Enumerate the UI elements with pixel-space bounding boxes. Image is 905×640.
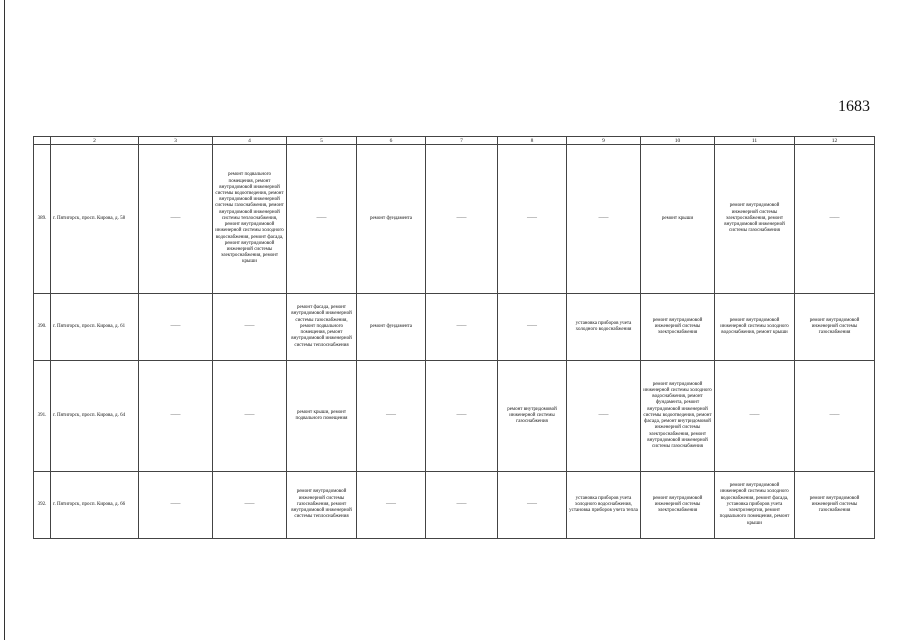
table-cell: —— (715, 361, 795, 472)
table-cell: ремонт внутридомовой инженерной системы холодного водоснабжения, ремонт фундамента, ремонт внутридомовой инженерной системы водоотведения, ремонт фасада, ремонт внутридомовой инженерной системы электроснабжения, ремонт внутридомовой инженерной системы газоснабжения (641, 361, 715, 472)
table-cell: —— (567, 145, 641, 294)
table-cell: —— (795, 361, 875, 472)
table-cell: —— (498, 145, 567, 294)
table-cell: —— (357, 361, 426, 472)
column-header: 6 (357, 137, 426, 145)
row-number: 389. (34, 145, 51, 294)
table-cell: —— (426, 472, 498, 539)
table-cell: ремонт крыши (641, 145, 715, 294)
column-header: 10 (641, 137, 715, 145)
table-row (34, 361, 875, 472)
address-cell: г. Пятигорск, просп. Кирова, д. 66 (51, 472, 139, 539)
table-row (34, 145, 875, 294)
left-margin-rule (4, 0, 5, 640)
table-cell: ремонт внутридомовой инженерной системы электроснабжения (641, 294, 715, 361)
table-cell: —— (287, 145, 357, 294)
table-cell: —— (357, 472, 426, 539)
row-number: 392. (34, 472, 51, 539)
address-cell: г. Пятигорск, просп. Кирова, д. 64 (51, 361, 139, 472)
table-cell: —— (426, 145, 498, 294)
table-cell: ремонт внутридомовой инженерной системы холодного водоснабжения, ремонт крыши (715, 294, 795, 361)
page-number: 1683 (838, 98, 870, 115)
column-header: 8 (498, 137, 567, 145)
column-header: 9 (567, 137, 641, 145)
table-cell: —— (426, 294, 498, 361)
table-row (34, 472, 875, 539)
column-header: 11 (715, 137, 795, 145)
column-header: 4 (213, 137, 287, 145)
table-cell: ремонт фундамента (357, 294, 426, 361)
column-header: 2 (51, 137, 139, 145)
column-header: 5 (287, 137, 357, 145)
table-body (34, 137, 875, 539)
table-cell: ремонт внутридомовой инженерной системы газоснабжения, ремонт внутридомовой инженерной системы теплоснабжения (287, 472, 357, 539)
row-number: 390. (34, 294, 51, 361)
table-cell: —— (498, 472, 567, 539)
header-row (34, 137, 875, 145)
repair-schedule-table (33, 136, 875, 539)
table-cell: ремонт внутридомовой инженерной системы электроснабжения (641, 472, 715, 539)
table-cell: —— (139, 145, 213, 294)
table-cell: ремонт подвального помещения, ремонт внутридомовой инженерной системы водоотведения, ремонт внутридомовой инженерной системы газоснабжения, ремонт внутридомовой инженерной системы теплоснабжения, ремонт внутридомовой инженерной системы холодного водоснабжения, ремонт фасада, ремонт внутридомовой инженерной системы электроснабжения, ремонт крыши (213, 145, 287, 294)
table-cell: —— (213, 294, 287, 361)
table-cell: ремонт внутридомовой инженерной системы газоснабжения (795, 294, 875, 361)
address-cell: г. Пятигорск, просп. Кирова, д. 58 (51, 145, 139, 294)
column-header (34, 137, 51, 145)
table-cell: —— (139, 361, 213, 472)
table-cell: —— (213, 472, 287, 539)
table-cell: —— (426, 361, 498, 472)
table-cell: ремонт внутридомовой инженерной системы холодного водоснабжения, ремонт фасада, установка приборов учета электроэнергии, ремонт подвального помещения, ремонт крыши (715, 472, 795, 539)
table-cell: —— (213, 361, 287, 472)
table-row (34, 294, 875, 361)
column-header: 7 (426, 137, 498, 145)
column-header: 3 (139, 137, 213, 145)
table-cell: ремонт внутридомовой инженерной системы газоснабжения (498, 361, 567, 472)
table-cell: ремонт крыши, ремонт подвального помещения (287, 361, 357, 472)
table-cell: —— (795, 145, 875, 294)
table-cell: —— (139, 472, 213, 539)
table-cell: —— (139, 294, 213, 361)
table-cell: ремонт внутридомовой инженерной системы электроснабжения, ремонт внутридомовой инженерной системы газоснабжения (715, 145, 795, 294)
address-cell: г. Пятигорск, просп. Кирова, д. 61 (51, 294, 139, 361)
column-header: 12 (795, 137, 875, 145)
table-cell: ремонт фундамента (357, 145, 426, 294)
table-cell: установка приборов учета холодного водоснабжения, установка приборов учета тепла (567, 472, 641, 539)
row-number: 391. (34, 361, 51, 472)
table-cell: —— (498, 294, 567, 361)
table-cell: установка приборов учета холодного водоснабжения (567, 294, 641, 361)
table-cell: —— (567, 361, 641, 472)
table-cell: ремонт фасада, ремонт внутридомовой инженерной системы газоснабжения, ремонт подвального помещения, ремонт внутридомовой инженерной системы теплоснабжения (287, 294, 357, 361)
table-cell: ремонт внутридомовой инженерной системы газоснабжения (795, 472, 875, 539)
